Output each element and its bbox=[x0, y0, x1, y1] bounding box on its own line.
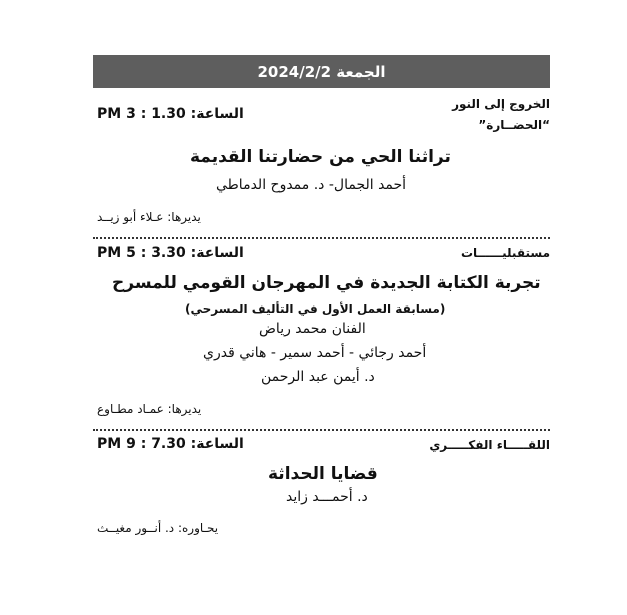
section-divider bbox=[93, 237, 550, 239]
event-1-section-subtitle: “الحضــارة” bbox=[478, 118, 550, 132]
date-header bbox=[93, 55, 550, 88]
event-2-title: تجربة الكتابة الجديدة في المهرجان القومي للمسرح bbox=[112, 273, 541, 293]
event-2-speaker-3: د. أيمن عبد الرحمن bbox=[261, 369, 375, 385]
event-3-moderator: يحـاوره: د. أنــور مغيــث bbox=[97, 521, 219, 535]
event-3-speaker: د. أحمـــد زايد bbox=[286, 489, 368, 505]
event-2-time: الساعة: 3.30 : 5 PM bbox=[97, 245, 244, 261]
event-1-title: تراثنا الحي من حضارتنا القديمة bbox=[190, 147, 451, 167]
event-3-time: الساعة: 7.30 : 9 PM bbox=[97, 436, 244, 452]
event-1-moderator: يديرها: عـلاء أبو زيــد bbox=[97, 210, 201, 224]
event-3-section: اللقـــــاء الفكـــــري bbox=[429, 438, 550, 452]
event-2-speaker-1: الفنان محمد رياض bbox=[259, 321, 366, 337]
event-2-section: مستقبليــــــات bbox=[460, 246, 550, 260]
event-2-moderator: يديرها: عمـاد مطـاوع bbox=[97, 402, 202, 416]
section-divider bbox=[93, 429, 550, 431]
event-2-subtitle: (مسابقة العمل الأول في التأليف المسرحي) bbox=[185, 302, 446, 316]
event-2-speaker-2: أحمد رجائي - أحمد سمير - هاني قدري bbox=[203, 345, 427, 361]
event-3-title: قضايا الحداثة bbox=[268, 464, 378, 484]
event-1-section: الخروج إلى النور bbox=[452, 97, 550, 111]
event-1-speakers: أحمد الجمال- د. ممدوح الدماطي bbox=[216, 177, 407, 193]
date-text: الجمعة 2024/2/2 bbox=[257, 62, 386, 81]
event-1-time: الساعة: 1.30 : 3 PM bbox=[97, 106, 244, 122]
